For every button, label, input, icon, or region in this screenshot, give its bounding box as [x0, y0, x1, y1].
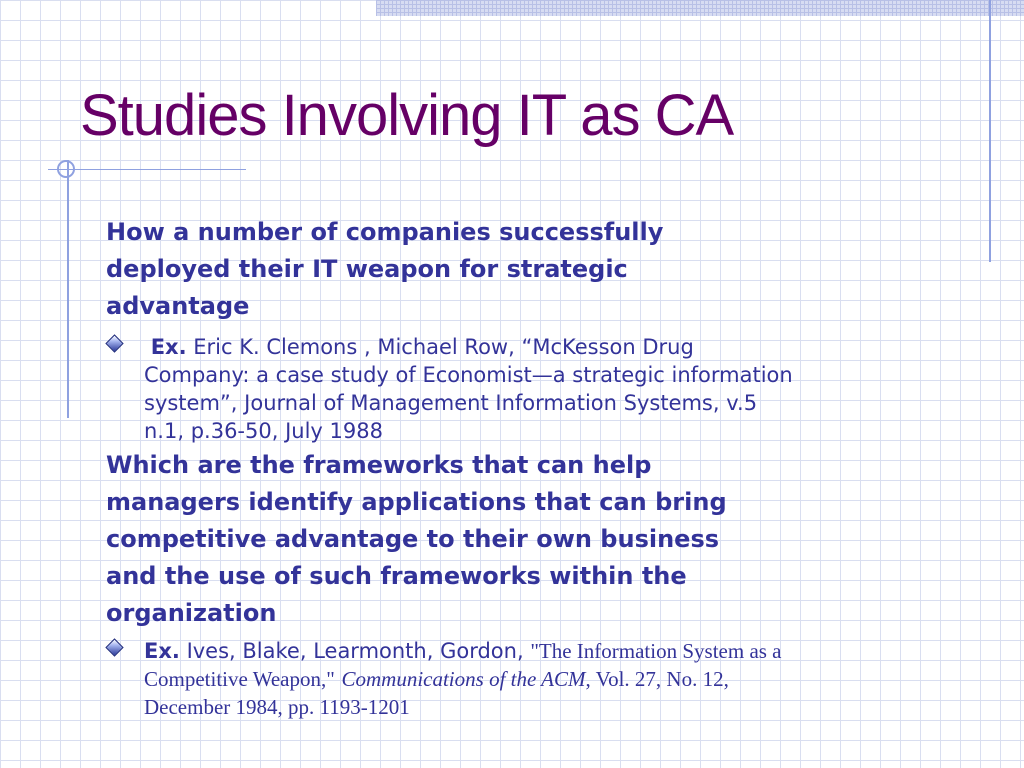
slide-title: Studies Involving IT as CA	[80, 83, 734, 148]
heading-line: managers identify applications that can bring	[106, 488, 727, 516]
diamond-bullet-icon	[105, 638, 123, 656]
example-line-text: n.1, p.36-50, July 1988	[144, 419, 383, 443]
heading-line: deployed their IT weapon for strategic	[106, 255, 628, 283]
example-date-pages: December 1984, pp. 1193-1201	[144, 695, 410, 719]
decorative-ring-icon	[57, 160, 75, 178]
heading-line: competitive advantage to their own business	[106, 525, 720, 553]
example-line	[144, 637, 944, 665]
example-line-text: Company: a case study of Economist—a strategic information	[144, 363, 793, 387]
example-line-text: system”, Journal of Management Information Systems, v.5	[144, 391, 758, 415]
example-label: Ex.	[150, 335, 187, 359]
example-authors: Ives, Blake, Learmonth, Gordon,	[186, 639, 524, 663]
decorative-line-right	[989, 0, 991, 262]
example-article-title: "The Information System as a	[530, 639, 782, 663]
heading-line: Which are the frameworks that can help	[106, 451, 652, 479]
example-journal: Communications of the ACM	[341, 667, 586, 691]
diamond-bullet-icon	[105, 334, 123, 352]
section-heading-2	[106, 447, 866, 632]
example-text	[144, 637, 944, 721]
example-line-text: Eric K. Clemons , Michael Row, “McKesson Drug	[193, 335, 694, 359]
example-article-title-cont: Competitive Weapon,"	[144, 667, 335, 691]
heading-line: organization	[106, 599, 277, 627]
example-line	[144, 333, 944, 361]
example-text	[144, 333, 944, 445]
decorative-line-left	[67, 160, 69, 418]
top-pattern-band	[376, 0, 1024, 16]
heading-line: advantage	[106, 292, 250, 320]
example-label: Ex.	[144, 639, 180, 663]
decorative-title-underline	[48, 169, 246, 170]
heading-line: How a number of companies successfully	[106, 218, 664, 246]
section-heading-1	[106, 214, 806, 325]
example-line	[144, 665, 944, 693]
example-volume: , Vol. 27, No. 12,	[585, 667, 729, 691]
heading-line: and the use of such frameworks within the	[106, 562, 687, 590]
